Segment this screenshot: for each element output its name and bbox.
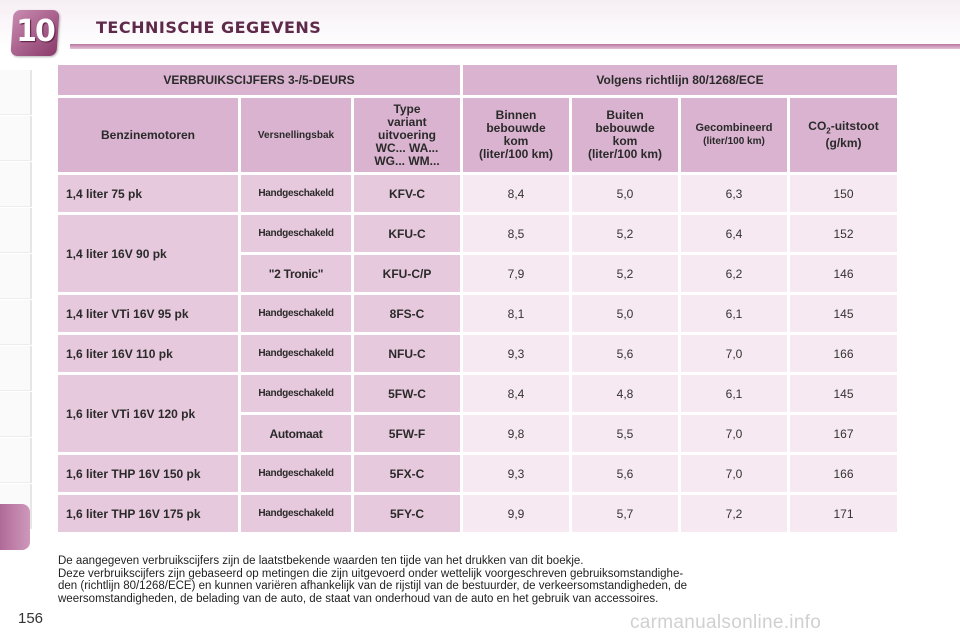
urban-cell: 7,9 [463,255,569,292]
gearbox-cell: Handgeschakeld [241,295,351,332]
footnote-line: De aangegeven verbruikscijfers zijn de laatstbekende waarden ten tijde van het drukken van dit boekje. [58,555,584,567]
combined-cell: 6,4 [681,215,787,252]
co2-cell: 166 [790,335,897,372]
urban-cell: 9,3 [463,455,569,492]
type-cell: 8FS-C [354,295,460,332]
table-row [58,175,897,212]
gearbox-cell: Handgeschakeld [241,375,351,412]
header-rule [70,44,960,49]
watermark: carmanualsonline.info [630,612,822,633]
gearbox-cell: Handgeschakeld [241,215,351,252]
gearbox-cell: Handgeschakeld [241,335,351,372]
combined-cell: 7,0 [681,335,787,372]
column-header-engine: Benzinemotoren [58,98,238,172]
side-tab[interactable] [0,392,32,437]
extra-urban-cell: 5,6 [572,455,678,492]
footnote-line: weersomstandigheden, de belading van de auto, de staat van onderhoud van de auto en het gebruik van accessoires. [58,592,659,605]
urban-cell: 8,4 [463,175,569,212]
type-cell: KFV-C [354,175,460,212]
side-tab[interactable] [0,116,32,161]
table-row [58,295,897,332]
extra-urban-cell: 5,7 [572,495,678,532]
engine-cell: 1,4 liter VTi 16V 95 pk [58,295,238,332]
extra-urban-cell: 4,8 [572,375,678,412]
table-title-left: VERBRUIKSCIJFERS 3-/5-DEURS [58,65,460,95]
column-header-co2: $CO_2$-uitstoot (g/km) [790,98,897,172]
type-cell: KFU-C [354,215,460,252]
combined-cell: 6,2 [681,255,787,292]
engine-cell: 1,4 liter 16V 90 pk [58,215,238,292]
extra-urban-cell: 5,0 [572,175,678,212]
page-title: TECHNISCHE GEGEVENS [96,18,322,37]
side-tab[interactable] [0,208,32,253]
gearbox-cell: Handgeschakeld [241,175,351,212]
combined-cell: 6,3 [681,175,787,212]
table-row [58,495,897,532]
table-title-right: Volgens richtlijn 80/1268/ECE [463,65,897,95]
column-header-combined: Gecombineerd (liter/100 km) [681,98,787,172]
urban-cell: 8,4 [463,375,569,412]
consumption-table [55,62,900,535]
side-tab[interactable] [0,254,32,299]
chapter-number: 10 [16,14,54,49]
gearbox-cell: Handgeschakeld [241,495,351,532]
co2-cell: 167 [790,415,897,452]
column-header-extra-urban: Buiten bebouwde kom (liter/100 km) [572,98,678,172]
engine-cell: 1,4 liter 75 pk [58,175,238,212]
co2-cell: 146 [790,255,897,292]
column-header-type: Type variant uitvoering WC... WA... WG... WM... [354,98,460,172]
combined-cell: 7,0 [681,415,787,452]
table-row [58,215,897,252]
table-row [58,375,897,412]
co2-cell: 145 [790,375,897,412]
co2-cell: 150 [790,175,897,212]
footnote [58,555,908,605]
co2-cell: 171 [790,495,897,532]
urban-cell: 8,1 [463,295,569,332]
column-header-gearbox: Versnellingsbak [241,98,351,172]
extra-urban-cell: 5,0 [572,295,678,332]
side-tab[interactable] [0,162,32,207]
type-cell: 5FX-C [354,455,460,492]
type-cell: 5FW-C [354,375,460,412]
side-tab[interactable] [0,300,32,345]
engine-cell: 1,6 liter THP 16V 175 pk [58,495,238,532]
extra-urban-cell: 5,2 [572,215,678,252]
co2-cell: 166 [790,455,897,492]
urban-cell: 9,8 [463,415,569,452]
table-row [58,455,897,492]
combined-cell: 6,1 [681,295,787,332]
gearbox-cell: Automaat [241,415,351,452]
combined-cell: 6,1 [681,375,787,412]
column-header-urban: Binnen bebouwde kom (liter/100 km) [463,98,569,172]
page-number: 156 [18,610,44,627]
type-cell: 5FW-F [354,415,460,452]
co2-cell: 145 [790,295,897,332]
footnote-line: Deze verbruikscijfers zijn gebaseerd op metingen die zijn uitgevoerd onder wettelijk voorgeschreven gebruiksomstandighe- [58,567,684,580]
extra-urban-cell: 5,2 [572,255,678,292]
side-tab[interactable] [0,438,32,483]
type-cell: 5FY-C [354,495,460,532]
type-cell: NFU-C [354,335,460,372]
urban-cell: 8,5 [463,215,569,252]
extra-urban-cell: 5,5 [572,415,678,452]
engine-cell: 1,6 liter 16V 110 pk [58,335,238,372]
gearbox-cell: Handgeschakeld [241,455,351,492]
extra-urban-cell: 5,6 [572,335,678,372]
combined-cell: 7,0 [681,455,787,492]
urban-cell: 9,9 [463,495,569,532]
engine-cell: 1,6 liter VTi 16V 120 pk [58,375,238,452]
table-row [58,335,897,372]
side-tab[interactable] [0,346,32,391]
urban-cell: 9,3 [463,335,569,372]
gearbox-cell: "2 Tronic" [241,255,351,292]
co2-cell: 152 [790,215,897,252]
chapter-side-tabs [0,70,34,550]
engine-cell: 1,6 liter THP 16V 150 pk [58,455,238,492]
side-tab[interactable] [0,70,32,115]
side-tab-active[interactable] [0,504,30,550]
type-cell: KFU-C/P [354,255,460,292]
combined-cell: 7,2 [681,495,787,532]
footnote-line: den (richtlijn 80/1268/ECE) en kunnen variëren afhankelijk van de rijstijl van de bestuurder, de verkeersomstandigheden, de [58,580,688,592]
